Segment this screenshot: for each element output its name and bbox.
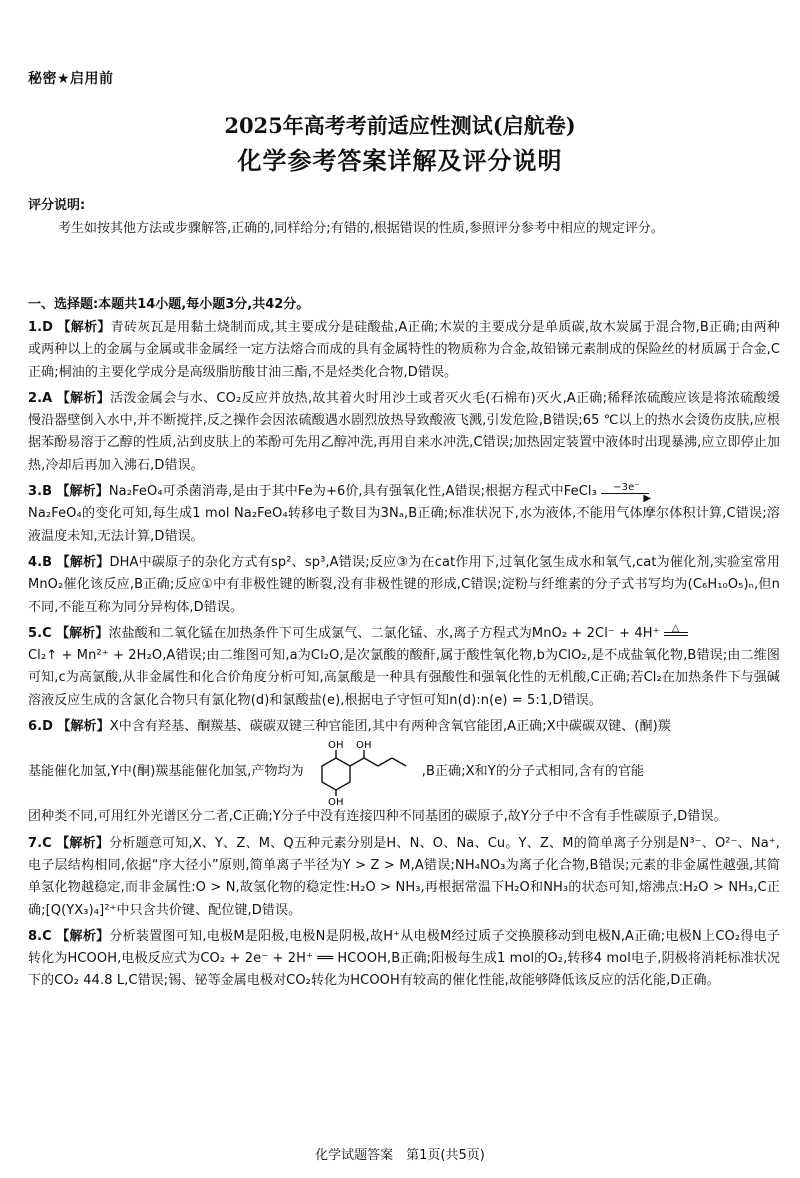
- answer-number: 6.D: [28, 719, 54, 735]
- answer-text-continued: 基能催化加氢,Y中(酮)羰基能催化加氢,产物均为: [28, 764, 304, 780]
- answer-text: 分析题意可知,X、Y、Z、M、Q五种元素分别是H、N、O、Na、Cu。Y、Z、M的简单离子分别是N³⁻、O²⁻、Na⁺,电子层结构相同,依据“序大径小”原则,简单离子半径为Y > Z > M,A错误;NH₄NO₃为离子化合物,B错误;元素的非金属性越强,其简单氢化物越稳定,而非金属性:O > N,故氢化物的稳定性:H₂O > NH₃,再根据常温下H₂O和NH₃的状态可知,熔沸点:H₂O > NH₃,C正确;[Q(YX₃)₄]²⁺中只含共价键、配位键,D错误。: [28, 835, 780, 918]
- scoring-heading: 评分说明:: [28, 198, 86, 213]
- answer-number: 4.B: [28, 554, 53, 570]
- analysis-tag: 【解析】: [56, 625, 109, 641]
- secret-label: 秘密★启用前: [28, 71, 114, 87]
- answer-item-7: [28, 833, 780, 922]
- section-heading: 一、选择题:本题共14小题,每小题3分,共42分。: [28, 297, 310, 312]
- answer-number: 3.B: [28, 484, 53, 500]
- analysis-tag: 【解析】: [56, 554, 110, 570]
- arrow-label: −3e⁻: [613, 481, 640, 493]
- answer-number: 7.C: [28, 835, 52, 851]
- answer-item-2: [28, 388, 780, 477]
- answer-number: 5.C: [28, 625, 52, 641]
- answer-item-8: [28, 926, 780, 993]
- answer-item-6: [28, 716, 780, 829]
- answer-text-continued: Cl₂↑ + Mn²⁺ + 2H₂O,A错误;由二维图可知,a为Cl₂O,是次氯酸的酸酐,属于酸性氧化物,b为ClO₂,是不成盐氧化物,B错误;由二维图可知,c为高氯酸,从非金属性和化合价角度分析可知,高氯酸是一种具有强酸性和强氧化性的无机酸,C正确;若Cl₂在加热条件下与强碱溶液反应生成的含氯化合物只有氯化物(d)和氯酸盐(e),根据电子守恒可知n(d):n(e) = 5:1,D错误。: [28, 648, 780, 708]
- exam-title: 2025年高考考前适应性测试(启航卷): [224, 113, 576, 138]
- answer-text-continued: Na₂FeO₄的变化可知,每生成1 mol Na₂FeO₄转移电子数目为3Nₐ,B正确;标准状况下,水为液体,不能用气体摩尔体积计算,C错误;溶液温度未知,无法计算,D错误。: [28, 506, 780, 544]
- analysis-tag: 【解析】: [56, 390, 111, 406]
- analysis-tag: 【解析】: [57, 320, 111, 335]
- answer-text: Na₂FeO₄可杀菌消毒,是由于其中Fe为+6价,具有强氧化性,A错误;根据方程式中FeCl₃: [108, 484, 597, 500]
- answer-text: DHA中碳原子的杂化方式有sp²、sp³,A错误;反应③为在cat作用下,过氧化氢生成水和氧气,cat为催化剂,实验室常用MnO₂催化该反应,B正确;反应①中有非极性键的断裂,没有非极性键的形成,C错误;淀粉与纤维素的分子式书写均为(C₆H₁₀O₅)ₙ,但n不同,不能互称为同分异构体,D错误。: [28, 554, 781, 615]
- heating-equals-sign: [664, 623, 690, 640]
- answer-text: 活泼金属会与水、CO₂反应并放热,故其着火时用沙土或者灭火毛(石棉布)灭火,A正确;稀释浓硫酸应该是将浓硫酸缓慢沿器壁倒入水中,并不断搅拌,反之操作会因浓硫酸遇水剧烈放热导致酸液飞溅,引发危险,B错误;65 ℃以上的热水会烫伤皮肤,应根据苯酚易溶于乙醇的性质,沾到皮肤上的苯酚可先用乙醇冲洗,再用自来水冲洗,C错误;加热固定装置中液体时出现暴沸,应立即停止加热,冷却后再加入沸石,D错误。: [28, 390, 781, 473]
- answer-number: 2.A: [28, 390, 53, 406]
- oh-label: OH: [327, 740, 344, 752]
- analysis-tag: 【解析】: [56, 484, 109, 500]
- scoring-text: 考生如按其他方法或步骤解答,正确的,同样给分;有错的,根据错误的性质,参照评分参考中相应的规定评分。: [58, 221, 664, 236]
- answer-text-continued: 团种类不同,可用红外光谱区分二者,C正确;Y分子中没有连接四种不同基团的碳原子,故Y分子中不含有手性碳原子,D错误。: [28, 809, 727, 825]
- answer-text: 青砖灰瓦是用黏土烧制而成,其主要成分是硅酸盐,A正确;木炭的主要成分是单质碳,故木炭属于混合物,B正确;由两种或两种以上的金属与金属或非金属经一定方法熔合而成的具有金属特性的物质称为合金,故铅锑元素制成的保险丝的材质属于合金,C正确;桐油的主要化学成分是高级脂肪酸甘油三酯,不是烃类化合物,D错误。: [28, 320, 780, 380]
- answer-list: [28, 317, 780, 997]
- analysis-tag: 【解析】: [57, 719, 110, 735]
- delta-label: △: [671, 623, 680, 635]
- answer-item-4: [28, 552, 780, 619]
- page-footer: 化学试题答案 第1页(共5页): [315, 1148, 485, 1163]
- oh-label: OH: [327, 797, 344, 807]
- answer-text: 分析装置图可知,电极M是阳极,电极N是阴极,故H⁺从电极M经过质子交换膜移动到电极N,A正确;电极N上CO₂得电子转化为HCOOH,电极反应式为CO₂ + 2e⁻ + 2H⁺ ══ HCOOH,B正确;阳极每生成1 mol的O₂,转移4 mol电子,阴极将消耗标准状况下的CO₂ 44.8 L,C错误;锡、铋等金属电极对CO₂转化为HCOOH有较高的催化性能,故能够降低该反应的活化能,D正确。: [28, 928, 780, 989]
- product-structure-diagram: [308, 738, 418, 806]
- analysis-tag: 【解析】: [56, 928, 110, 944]
- answer-number: 1.D: [28, 320, 54, 335]
- electron-transfer-arrow: −3e⁻ ▶: [601, 485, 653, 499]
- answer-text: 浓盐酸和二氧化锰在加热条件下可生成氯气、二氯化锰、水,离子方程式为MnO₂ + 2Cl⁻ + 4H⁺: [108, 625, 660, 641]
- answer-item-1: [28, 317, 780, 384]
- answer-number: 8.C: [28, 928, 52, 944]
- analysis-tag: 【解析】: [56, 835, 110, 851]
- answer-item-5: [28, 623, 780, 712]
- answer-text: X中含有羟基、酮羰基、碳碳双键三种官能团,其中有两种含氧官能团,A正确;X中碳碳双键、(酮)羰: [109, 719, 671, 735]
- oh-label: OH: [355, 740, 372, 752]
- answer-item-3: [28, 481, 780, 548]
- structure-row: [28, 738, 780, 806]
- answer-text-continued: ,B正确;X和Y的分子式相同,含有的官能: [421, 764, 645, 780]
- document-title: 化学参考答案详解及评分说明: [237, 146, 563, 175]
